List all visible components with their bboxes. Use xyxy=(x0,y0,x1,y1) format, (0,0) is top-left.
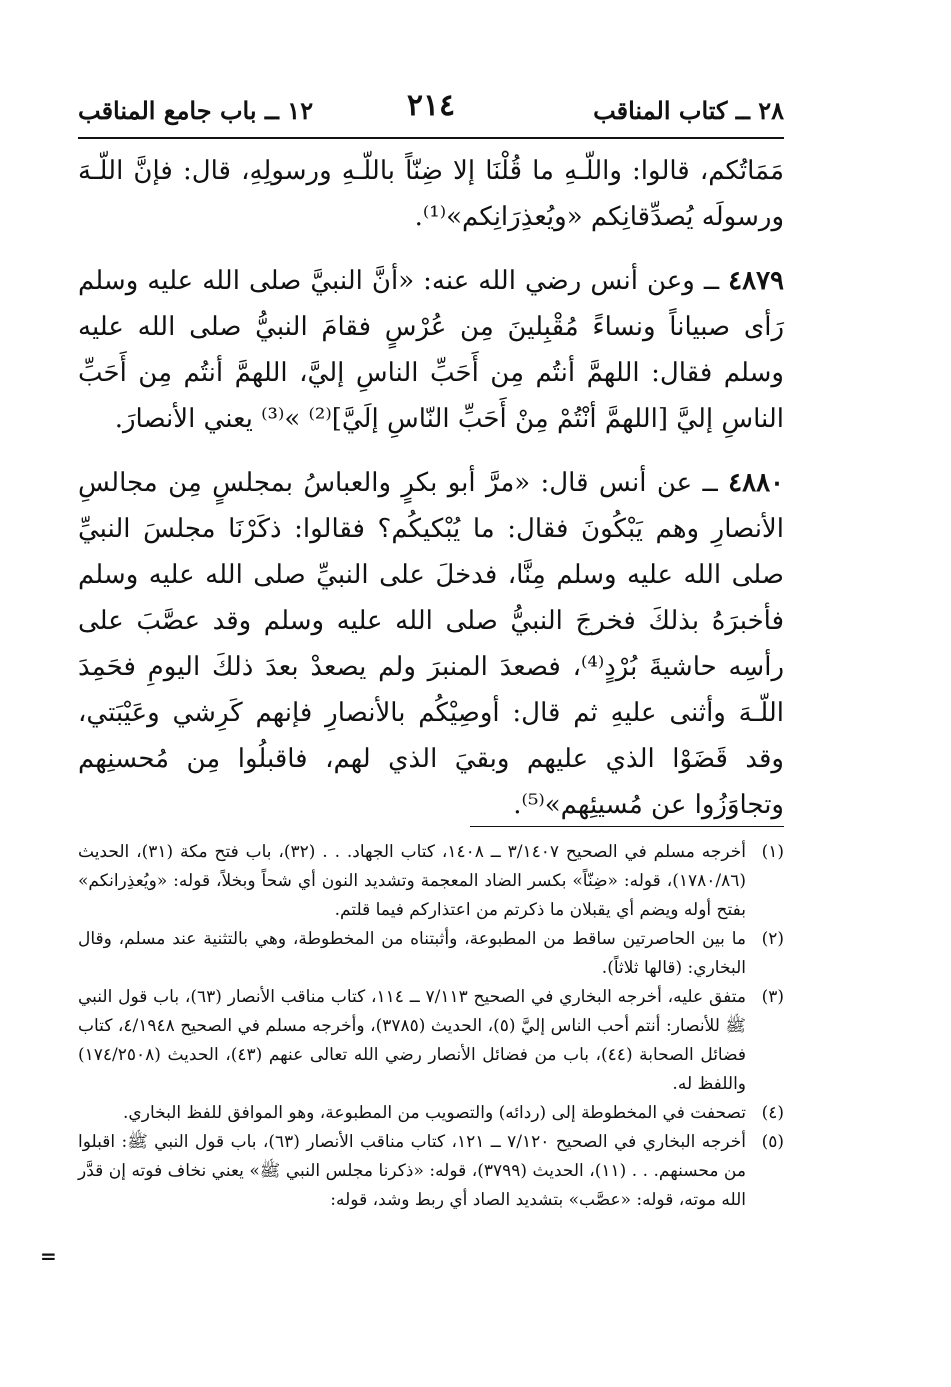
page-number: ٢١٤ xyxy=(406,88,456,123)
footnote-3 xyxy=(78,983,784,1099)
page-header xyxy=(78,88,784,134)
footnote-number: (٢) xyxy=(761,929,784,949)
footnote-4 xyxy=(78,1099,784,1128)
continuation-mark: = xyxy=(40,1244,57,1268)
paragraph-text: مَمَاتُكم، قالوا: واللّـهِ ما قُلْنَا إلا ضِنّاً باللّـهِ ورسولِهِ، قال: فإنَّ اللّـهَ ورسولَه يُصدِّقانِكم «ويُعذِرَانِكم»⁽¹⁾. xyxy=(78,156,784,232)
section-title: ١٢ ــ باب جامع المناقب xyxy=(78,96,314,125)
footnote-text: ما بين الحاصرتين ساقط من المطبوعة، وأثبتناه من المخطوطة، وهي بالتثنية عند مسلم، وقال البخاري: (قالها ثلاثاً). xyxy=(78,929,746,978)
footnote-divider xyxy=(470,826,784,827)
footnote-1 xyxy=(78,838,784,925)
footnote-number: (٥) xyxy=(761,1132,784,1152)
footnote-text: متفق عليه، أخرجه البخاري في الصحيح ٧/١١٣ ــ ١١٤، كتاب مناقب الأنصار (٦٣)، باب قول النبي ﷺ للأنصار: أنتم أحب الناس إليَّ (٥)، الحديث (٣٧٨٥)، وأخرجه مسلم في الصحيح ٤/١٩٤٨، كتاب فضائل الصحابة (٤٤)، باب من فضائل الأنصار رضي الله تعالى عنهم (٤٣)، الحديث (١٧٤/٢٥٠٨) واللفظ له. xyxy=(78,987,746,1094)
hadith-number: ٤٨٨٠ xyxy=(728,468,784,498)
footnote-5 xyxy=(78,1128,784,1215)
footnotes xyxy=(78,838,784,1215)
paragraph-text: ــ عن أنس قال: «مرَّ أبو بكرٍ والعباسُ بمجلسٍ مِن مجالسِ الأنصارِ وهم يَبْكُونَ فقال: ما يُبْكيكُم؟ فقالوا: ذكَرْنَا مجلسَ النبيِّ صلى الله عليه وسلم مِنَّا، فدخلَ على النبيِّ صلى الله عليه وسلم فأخبرَهُ بذلكَ فخرجَ النبيُّ صلى الله عليه وسلم وقد عصَّبَ على رأسِه حاشيةَ بُرْدٍ⁽⁴⁾، فصعدَ المنبرَ ولم يصعدْ بعدَ ذلكَ اليومِ فحَمِدَ اللّـهَ وأثنى عليهِ ثم قال: أوصِيْكُم بالأنصارِ فإنهم كَرِشي وعَيْبَتي، وقد قَضَوْا الذي عليهم وبقيَ الذي لهم، فاقبلُوا مِن مُحسنِهم وتجاوَزُوا عن مُسيئِهم»⁽⁵⁾. xyxy=(78,468,784,820)
paragraph-continuation xyxy=(78,148,784,240)
footnote-number: (١) xyxy=(761,842,784,862)
footnote-text: أخرجه البخاري في الصحيح ٧/١٢٠ ــ ١٢١، كتاب مناقب الأنصار (٦٣)، باب قول النبي ﷺ: اقبلوا من محسنهم. . . (١١)، الحديث (٣٧٩٩)، قوله: «ذكرنا مجلس النبي ﷺ» يعني نخاف فوته إن قدَّر الله موته، قوله: «عصَّب» بتشديد الصاد أي ربط وشد، قوله: xyxy=(78,1132,746,1210)
paragraph-text: ــ وعن أنس رضي الله عنه: «أنَّ النبيَّ صلى الله عليه وسلم رَأى صبياناً ونساءً مُقْبِلينَ مِن عُرْسٍ فقامَ النبيُّ صلى الله عليه وسلم فقال: اللهمَّ أنتُم مِن أَحَبِّ الناسِ إليَّ، اللهمَّ أنتُم مِن أَحَبِّ الناسِ إليَّ [اللهمَّ أنْتُمْ مِنْ أَحَبِّ النّاسِ إلَيَّ]⁽²⁾ »⁽³⁾ يعني الأنصارَ. xyxy=(78,266,784,434)
book-chapter-title: ٢٨ ــ كتاب المناقب xyxy=(593,96,784,125)
hadith-4879 xyxy=(78,258,784,442)
hadith-4880 xyxy=(78,460,784,828)
footnote-number: (٣) xyxy=(761,987,784,1007)
footnote-text: أخرجه مسلم في الصحيح ٣/١٤٠٧ ــ ١٤٠٨، كتاب الجهاد. . . (٣٢)، باب فتح مكة (٣١)، الحديث (١٧٨٠/٨٦)، قوله: «ضِنّاً» بكسر الضاد المعجمة وتشديد النون أي شحاً وبخلاً، قوله: «ويُعذِرانكم» بفتح أوله ويضم أي يقبلان ما ذكرتم من اعتذاركم فيما قلتم. xyxy=(78,842,746,920)
main-text xyxy=(78,148,784,846)
hadith-number: ٤٨٧٩ xyxy=(728,266,784,296)
footnote-2 xyxy=(78,925,784,983)
footnote-number: (٤) xyxy=(761,1103,784,1123)
header-divider xyxy=(78,137,784,139)
footnote-text: تصحفت في المخطوطة إلى (ردائه) والتصويب من المطبوعة، وهو الموافق للفظ البخاري. xyxy=(123,1103,746,1123)
